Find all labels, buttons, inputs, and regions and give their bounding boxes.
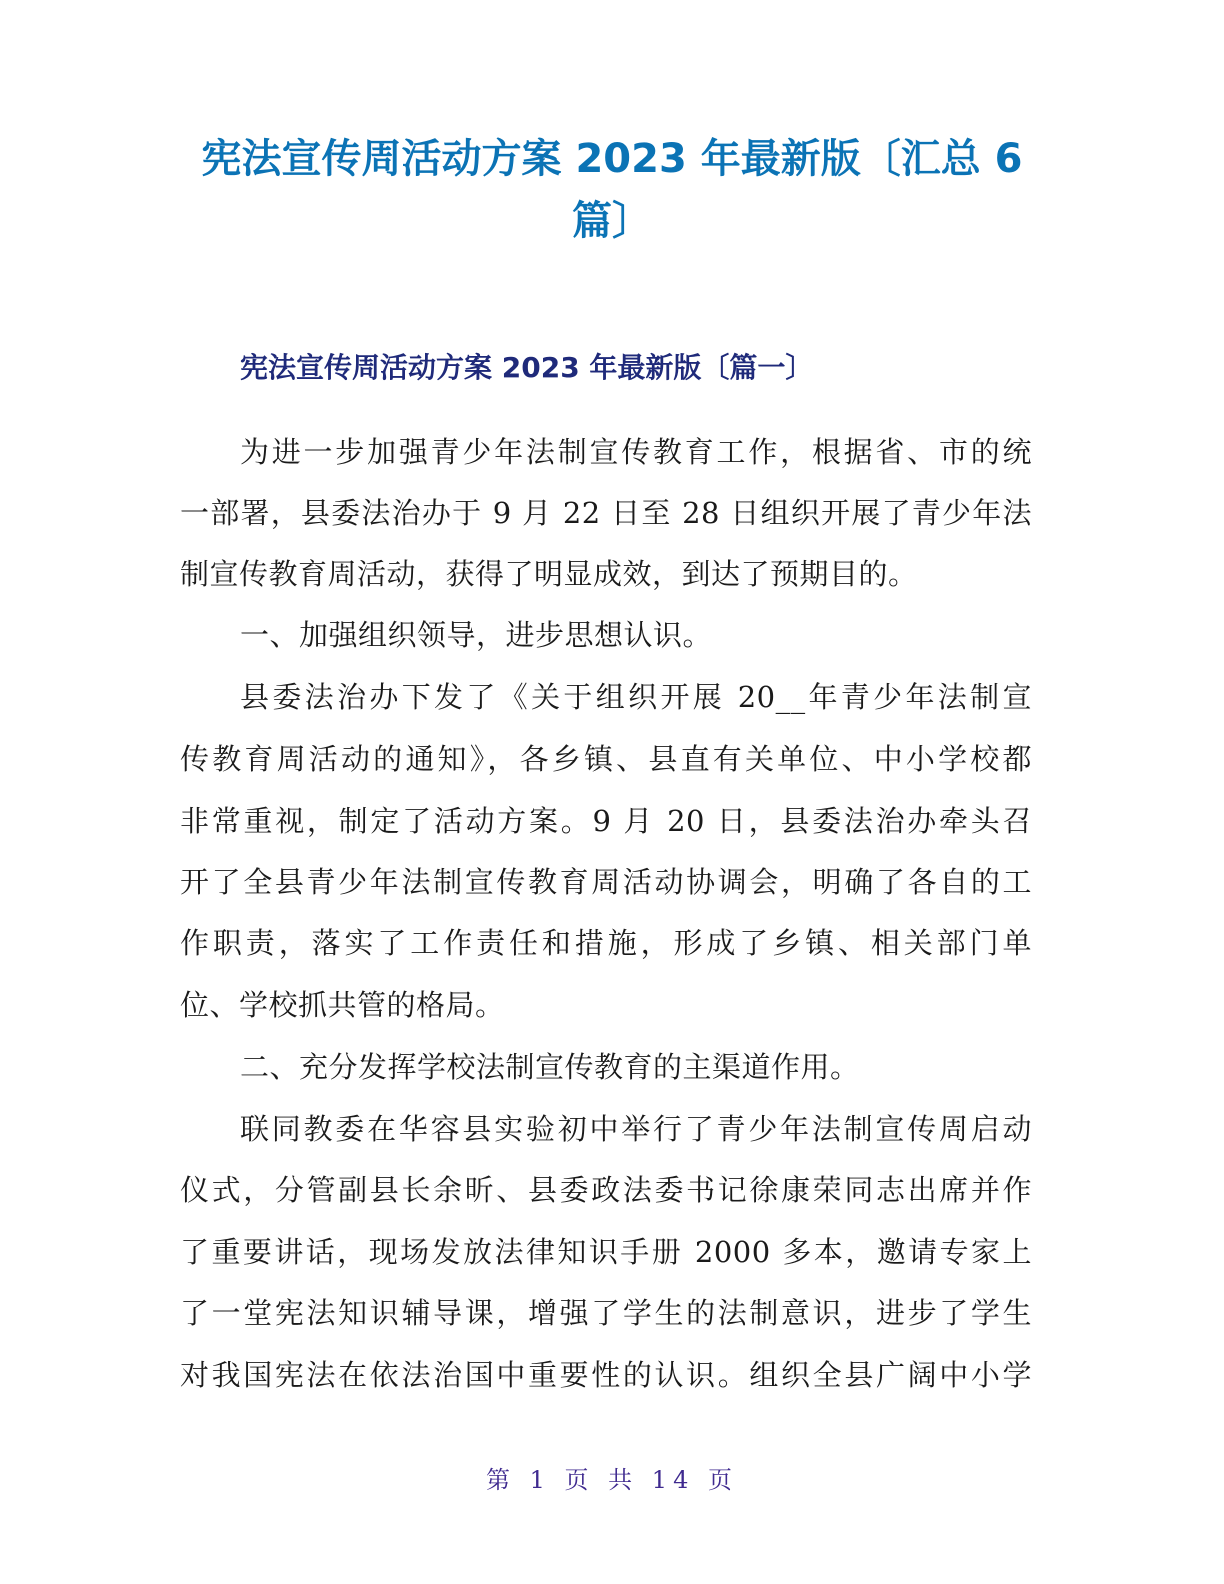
body-line-10: 位、学校抓共管的格局。 (180, 988, 505, 1022)
body-line-11: 二、充分发挥学校法制宣传教育的主渠道作用。 (240, 1050, 860, 1084)
body-line-7: 非常重视，制定了活动方案。9 月 20 日，县委法治办牵头召 (180, 804, 1032, 838)
body-line-9: 作职责，落实了工作责任和措施，形成了乡镇、相关部门单 (180, 926, 1032, 960)
document-title-line-1: 宪法宣传周活动方案 2023 年最新版〔汇总 6 (201, 136, 1023, 182)
body-line-3: 制宣传教育周活动，获得了明显成效，到达了预期目的。 (180, 557, 918, 591)
body-line-12: 联同教委在华容县实验初中举行了青少年法制宣传周启动 (240, 1112, 1032, 1146)
body-line-15: 了一堂宪法知识辅导课，增强了学生的法制意识，进步了学生 (180, 1296, 1032, 1330)
body-line-2: 一部署，县委法治办于 9 月 22 日至 28 日组织开展了青少年法 (180, 496, 1032, 530)
page-number-footer: 第 1 页 共 14 页 (486, 1466, 738, 1494)
body-line-14: 了重要讲话，现场发放法律知识手册 2000 多本，邀请专家上 (180, 1235, 1032, 1269)
document-title (150, 128, 1074, 252)
document-title-line-2: 篇〕 (572, 198, 652, 244)
section-heading: 宪法宣传周活动方案 2023 年最新版〔篇一〕 (240, 351, 814, 384)
body-line-4: 一、加强组织领导，进步思想认识。 (240, 618, 713, 652)
body-line-8: 开了全县青少年法制宣传教育周活动协调会，明确了各自的工 (180, 865, 1032, 899)
body-line-13: 仪式，分管副县长余昕、县委政法委书记徐康荣同志出席并作 (180, 1173, 1032, 1207)
body-line-6: 传教育周活动的通知》，各乡镇、县直有关单位、中小学校都 (180, 742, 1032, 776)
body-line-16: 对我国宪法在依法治国中重要性的认识。组织全县广阔中小学 (180, 1358, 1032, 1392)
body-line-1: 为进一步加强青少年法制宣传教育工作，根据省、市的统 (240, 435, 1032, 469)
body-line-5: 县委法治办下发了《关于组织开展 20__年青少年法制宣 (240, 680, 1032, 714)
